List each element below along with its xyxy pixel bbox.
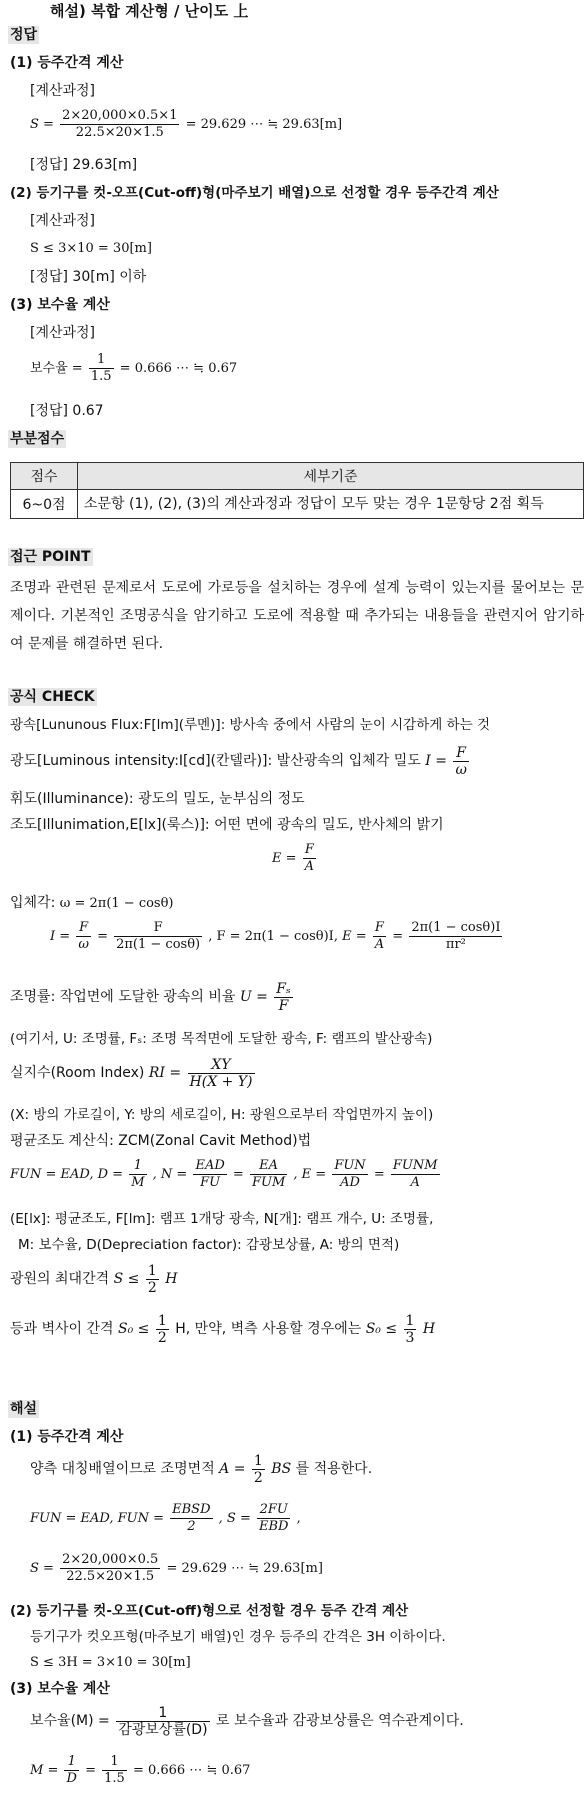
sol-q1-fun-formulas [30, 1502, 301, 1536]
q1-final-answer: [정답] 29.63[m] [30, 157, 138, 173]
wall-label: 등과 벽사이 간격 [10, 1321, 114, 1337]
answer-heading: 정답 [10, 27, 38, 43]
fun-b: , N = [152, 1167, 188, 1182]
formula-heading: 공식 CHECK [10, 689, 95, 705]
intensity-relations [50, 920, 504, 954]
intensity-numerator: F [453, 745, 468, 762]
row-i-lhs: I = [50, 929, 71, 944]
q3-title: (3) 보수율 계산 [10, 297, 110, 313]
q3-formula [30, 352, 237, 386]
sol-q3-m-formula [30, 1754, 250, 1788]
sol-q2-title: (2) 등기구를 컷-오프(Cut-off)형으로 선정할 경우 등주 간격 계산 [10, 1603, 409, 1619]
sol-q1-text [30, 1452, 372, 1486]
sol-q3-m-frac2 [102, 1754, 127, 1787]
row-i-eq: = [97, 929, 108, 944]
sol-q1-s-lhs: S = [30, 1561, 54, 1576]
sol-q1-text-a: 양측 대칭배열이므로 조명면적 [30, 1461, 215, 1477]
q1-formula [30, 108, 342, 142]
sol-q1-text-b: 를 적용한다. [295, 1461, 373, 1477]
q1-process-label: [계산과정] [30, 83, 96, 99]
approach-text: 조명과 관련된 문제로서 도로에 가로등을 설치하는 경우에 설계 능력이 있는지를 물어보는 문제이다. 기본적인 조명공식을 암기하고 도로에 적용할 때 추가되는 내용들을 관련지어 암기하여 문제를 해결하면 된다. [10, 580, 584, 652]
fun-e2-num: FUNM [392, 1158, 438, 1173]
wall-rhs2: H [422, 1321, 436, 1337]
sol-q1-a-rhs: BS [271, 1461, 292, 1477]
max-lhs: S ≤ [113, 1271, 140, 1287]
sol-q3-lhs: 보수율(M) = [30, 1713, 110, 1729]
fun-e2-frac [391, 1158, 440, 1191]
score-cell: 6~0점 [11, 490, 78, 519]
max-fraction [146, 1263, 159, 1296]
room-index-note: (X: 방의 가로길이, Y: 방의 세로길이, H: 광원으로부터 작업면까지 높이) [10, 1107, 434, 1123]
row-e-frac2 [409, 920, 502, 953]
fun-n2-den: FUM [251, 1175, 286, 1190]
sol-q1-a-den: 2 [253, 1469, 263, 1486]
sol-q3-den: 감광보상률(D) [118, 1721, 208, 1738]
criteria-column-header: 세부기준 [78, 463, 584, 490]
wall-denominator2: 3 [405, 1329, 415, 1346]
fun-formulas [10, 1158, 442, 1192]
criteria-cell: 소문항 (1), (2), (3)의 계산과정과 정답이 모두 맞는 경우 1문항당 2점 획득 [78, 490, 584, 519]
row-f-formula: , F = 2π(1 − cosθ)I, [208, 929, 338, 944]
q1-numerator: 2×20,000×0.5×1 [62, 108, 178, 123]
illuminance-formula [272, 842, 318, 876]
table-header-row [11, 463, 584, 490]
room-index-label: 실지수(Room Index) [10, 1065, 145, 1081]
fun-c: , E = [293, 1167, 327, 1182]
row-e-num1: F [373, 920, 386, 937]
q1-denominator: 22.5×20×1.5 [75, 125, 164, 140]
intensity-denominator: ω [455, 761, 467, 778]
fun-n2-frac [250, 1158, 287, 1191]
utilization-note: (여기서, U: 조명률, Fₛ: 조명 목적면에 도달한 광속, F: 램프의 발산광속) [10, 1031, 433, 1047]
fun-n2-num: EA [250, 1158, 287, 1175]
intensity-fraction [453, 745, 468, 778]
q1-result: = 29.629 ⋯ ≒ 29.63[m] [185, 117, 343, 132]
ri-lhs: RI = [148, 1065, 182, 1081]
q1-fraction [60, 108, 179, 141]
fun-e2-den: A [410, 1175, 420, 1190]
u-denominator: F [278, 997, 289, 1014]
row-i-num2: F [114, 920, 202, 937]
max-rhs: H [165, 1271, 178, 1287]
fun-e-num: FUN [334, 1158, 366, 1173]
fun-n-num: EAD [195, 1158, 225, 1173]
e-fraction [303, 842, 316, 875]
utilization-line [10, 980, 295, 1014]
sol-q1-s-frac [60, 1552, 160, 1585]
sol-q1-s-result: = 29.629 ⋯ ≒ 29.63[m] [166, 1561, 323, 1576]
wall-lhs: S₀ ≤ [118, 1321, 150, 1337]
fun-d-frac [129, 1158, 146, 1191]
e-numerator: F [303, 842, 316, 859]
sol-q1-a-num: 1 [253, 1452, 263, 1469]
partial-heading: 부분점수 [10, 431, 65, 447]
fun-d-num: 1 [129, 1158, 146, 1175]
u-lhs: U = [239, 989, 268, 1005]
sol-q1-f1-frac [170, 1502, 212, 1535]
sol-q1-f1: FUN = EAD, FUN = [30, 1511, 164, 1526]
solution-heading: 해설 [10, 1401, 38, 1417]
q3-numerator: 1 [89, 352, 114, 369]
sol-q1-f2-num: 2FU [257, 1502, 290, 1519]
wall-fraction2 [404, 1313, 417, 1346]
luminance-definition: 휘도(Illuminance): 광도의 밀도, 눈부심의 정도 [10, 791, 305, 807]
room-index-line [10, 1056, 257, 1090]
utilization-text: 조명률: 작업면에 도달한 광속의 비율 [10, 989, 236, 1005]
q3-final-answer: [정답] 0.67 [30, 403, 104, 419]
sol-q2-formula: S ≤ 3H = 3×10 = 30[m] [30, 1655, 191, 1670]
sol-q3-m-den2: 1.5 [104, 1771, 125, 1786]
wall-denominator: 2 [157, 1329, 167, 1346]
row-e-frac1 [373, 920, 386, 953]
sol-q3-title: (3) 보수율 계산 [10, 1681, 110, 1697]
row-i-num1: F [76, 920, 91, 937]
ri-numerator: XY [188, 1057, 255, 1074]
wall-lhs2: S₀ ≤ [365, 1321, 398, 1337]
max-denominator: 2 [147, 1279, 157, 1296]
sol-q3-frac [116, 1705, 209, 1738]
q2-title: (2) 등기구를 컷-오프(Cut-off)형(마주보기 배열)으로 선정할 경우 등주간격 계산 [10, 185, 499, 201]
sol-q3-m-result: = 0.666 ⋯ ≒ 0.67 [132, 1763, 251, 1778]
q1-title: (1) 등주간격 계산 [10, 55, 124, 71]
fun-a: FUN = EAD, D = [10, 1167, 124, 1182]
row-e-den2: πr² [445, 937, 466, 952]
q2-process-label: [계산과정] [30, 213, 96, 229]
e-denominator: A [304, 859, 315, 874]
q2-final-answer: [정답] 30[m] 이하 [30, 269, 147, 285]
illumination-definition: 조도[Illunimation,E[lx](룩스)]: 어떤 면에 광속의 밀도, 반사체의 밝기 [10, 817, 444, 833]
sol-q1-s-num: 2×20,000×0.5 [62, 1552, 159, 1567]
intensity-text: 광도[Luminous intensity:I[cd](칸델라)]: 발산광속의 입체각 밀도 [10, 753, 421, 769]
row-e-num2: 2π(1 − cosθ)I [411, 920, 501, 935]
sol-q3-m-eq: = [85, 1763, 96, 1778]
table-row [11, 490, 584, 519]
sol-q1-f1-num: EBSD [172, 1502, 211, 1517]
q3-process-label: [계산과정] [30, 325, 96, 341]
sol-q1-f1-den: 2 [187, 1519, 196, 1534]
q2-formula: S ≤ 3×10 = 30[m] [30, 241, 152, 256]
fun-e-den: AD [340, 1175, 360, 1190]
wall-numerator: 1 [157, 1312, 167, 1329]
q3-result: = 0.666 ⋯ ≒ 0.67 [119, 361, 238, 376]
ri-denominator: H(X + Y) [189, 1073, 253, 1090]
fun-eq: = [232, 1167, 244, 1182]
u-fraction [274, 981, 292, 1014]
u-numerator: Fₛ [276, 980, 291, 997]
sol-q1-s-formula [30, 1552, 323, 1586]
fun-note-2: M: 보수율, D(Depreciation factor): 감광보상률, A: 방의 면적) [18, 1237, 400, 1253]
wall-numerator2: 1 [405, 1312, 415, 1329]
sol-q1-title: (1) 등주간격 계산 [10, 1429, 124, 1445]
sol-q1-s-den: 22.5×20×1.5 [66, 1569, 155, 1584]
row-e-lhs: E = [342, 929, 367, 944]
wall-spacing-line [10, 1312, 435, 1346]
max-spacing-line [10, 1262, 177, 1296]
zcm-line: 평균조도 계산식: ZCM(Zonal Cavit Method)법 [10, 1133, 312, 1149]
q3-fraction [89, 352, 114, 385]
solid-angle-line [10, 894, 174, 913]
solid-angle-label: 입체각: [10, 895, 56, 911]
sol-q3-text: 로 보수율과 감광보상률은 역수관계이다. [216, 1713, 464, 1729]
fun-eq2: = [373, 1167, 385, 1182]
e-lhs: E = [272, 851, 297, 866]
ri-fraction [188, 1057, 255, 1090]
sol-q3-m-den1: D [66, 1771, 77, 1786]
row-i-den2: 2π(1 − cosθ) [116, 937, 201, 952]
max-spacing-label: 광원의 최대간격 [10, 1271, 110, 1287]
sol-q1-f2: , S = [218, 1511, 251, 1526]
fun-note-1: (E[lx]: 평균조도, F[lm]: 램프 1개당 광속, N[개]: 램프 개수, U: 조명률, [10, 1211, 434, 1227]
row-i-den1: ω [78, 937, 89, 952]
sol-q1-f2-frac [257, 1502, 290, 1535]
page-header: 해설) 복합 계산형 / 난이도 上 [50, 2, 249, 20]
row-i-frac1 [76, 920, 91, 953]
q3-denominator: 1.5 [90, 369, 112, 384]
intensity-lhs: I = [425, 753, 447, 769]
partial-score-table [10, 462, 584, 519]
row-e-den1: A [374, 937, 385, 952]
q1-formula-lhs: S = [30, 117, 54, 132]
wall-text: H, 만약, 벽측 사용할 경우에는 [175, 1321, 362, 1337]
sol-q3-m-lhs: M = [30, 1763, 59, 1778]
sol-q3-m-num1: 1 [64, 1754, 78, 1771]
sol-q3-m-frac1 [64, 1754, 78, 1787]
intensity-definition [10, 744, 471, 778]
fun-n-den: FU [200, 1175, 221, 1190]
wall-fraction [156, 1313, 169, 1346]
sol-q1-a-frac [252, 1453, 265, 1486]
sol-q1-f2-den: EBD [259, 1519, 289, 1534]
sol-q1-f2-end: , [296, 1511, 301, 1526]
score-column-header: 점수 [11, 463, 78, 490]
fun-e-frac [332, 1158, 367, 1191]
sol-q3-line [30, 1704, 464, 1738]
sol-q3-m-num2: 1 [102, 1754, 127, 1771]
flux-definition: 광속[Lununous Flux:F[lm](루멘)]: 방사속 중에서 사람의 눈이 시감하게 하는 것 [10, 717, 491, 733]
solid-angle-formula: ω = 2π(1 − cosθ) [59, 896, 174, 911]
row-e-eq: = [392, 929, 404, 944]
max-numerator: 1 [147, 1262, 157, 1279]
sol-q3-num: 1 [116, 1705, 209, 1722]
approach-heading: 접근 POINT [10, 549, 91, 565]
q3-formula-lhs: 보수율 = [30, 361, 83, 376]
sol-q1-a-lhs: A = [219, 1461, 246, 1477]
sol-q2-text: 등기구가 컷오프형(마주보기 배열)인 경우 등주의 간격은 3H 이하이다. [30, 1629, 446, 1645]
fun-n-frac [193, 1158, 226, 1191]
row-i-frac2 [114, 920, 202, 953]
fun-d-den: M [131, 1175, 145, 1190]
